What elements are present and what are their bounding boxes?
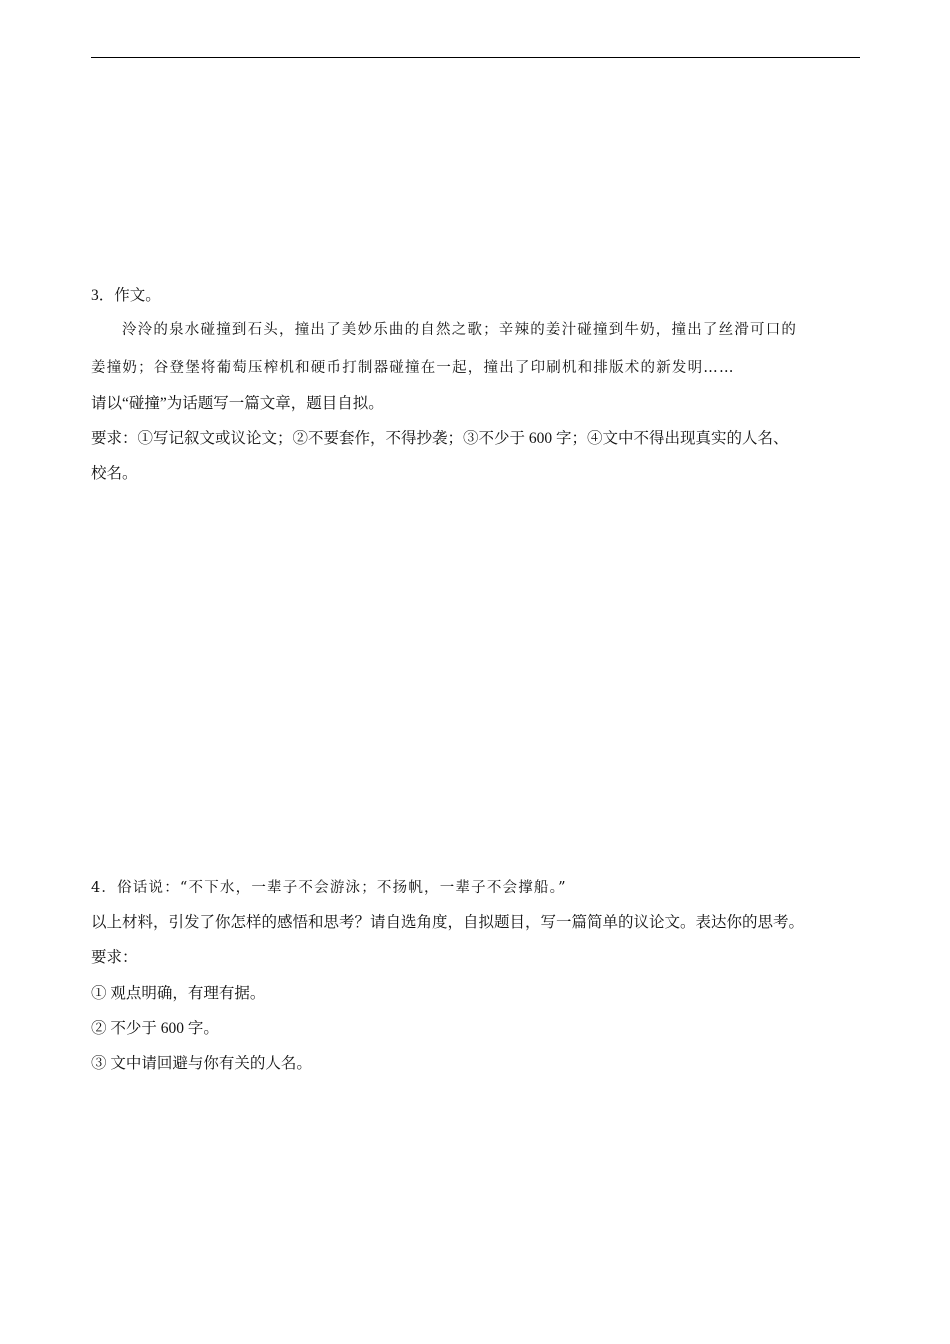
q3-requirements-line-2: 校名。 [91,465,138,482]
q3-material-line-1: 泠泠的泉水碰撞到石头，撞出了美妙乐曲的自然之歌；辛辣的姜汁碰撞到牛奶，撞出了丝滑可口的 [122,322,798,338]
q4-requirement-1: ① 观点明确，有理有据。 [91,985,266,1002]
q3-prompt: 请以“碰撞”为话题写一篇文章，题目自拟。 [91,395,384,412]
q4-requirement-2: ② 不少于 600 字。 [91,1020,219,1037]
q4-requirement-3: ③ 文中请回避与你有关的人名。 [91,1055,312,1072]
q3-requirements-line-1: 要求：①写记叙文或议论文；②不要套作，不得抄袭；③不少于 600 字；④文中不得出现真实的人名、 [91,430,789,447]
q3-heading: 3．作文。 [91,287,161,304]
header-rule [91,57,860,58]
q4-requirements-label: 要求： [91,949,138,966]
q3-material-line-2: 姜撞奶；谷登堡将葡萄压榨机和硬币打制器碰撞在一起，撞出了印刷机和排版术的新发明…… [91,360,735,376]
q4-prompt: 以上材料，引发了你怎样的感悟和思考？请自选角度，自拟题目，写一篇简单的议论文。表达你的思考。 [91,914,805,931]
q4-heading: 4．俗话说：“不下水，一辈子不会游泳；不扬帆，一辈子不会撑船。” [91,880,567,896]
